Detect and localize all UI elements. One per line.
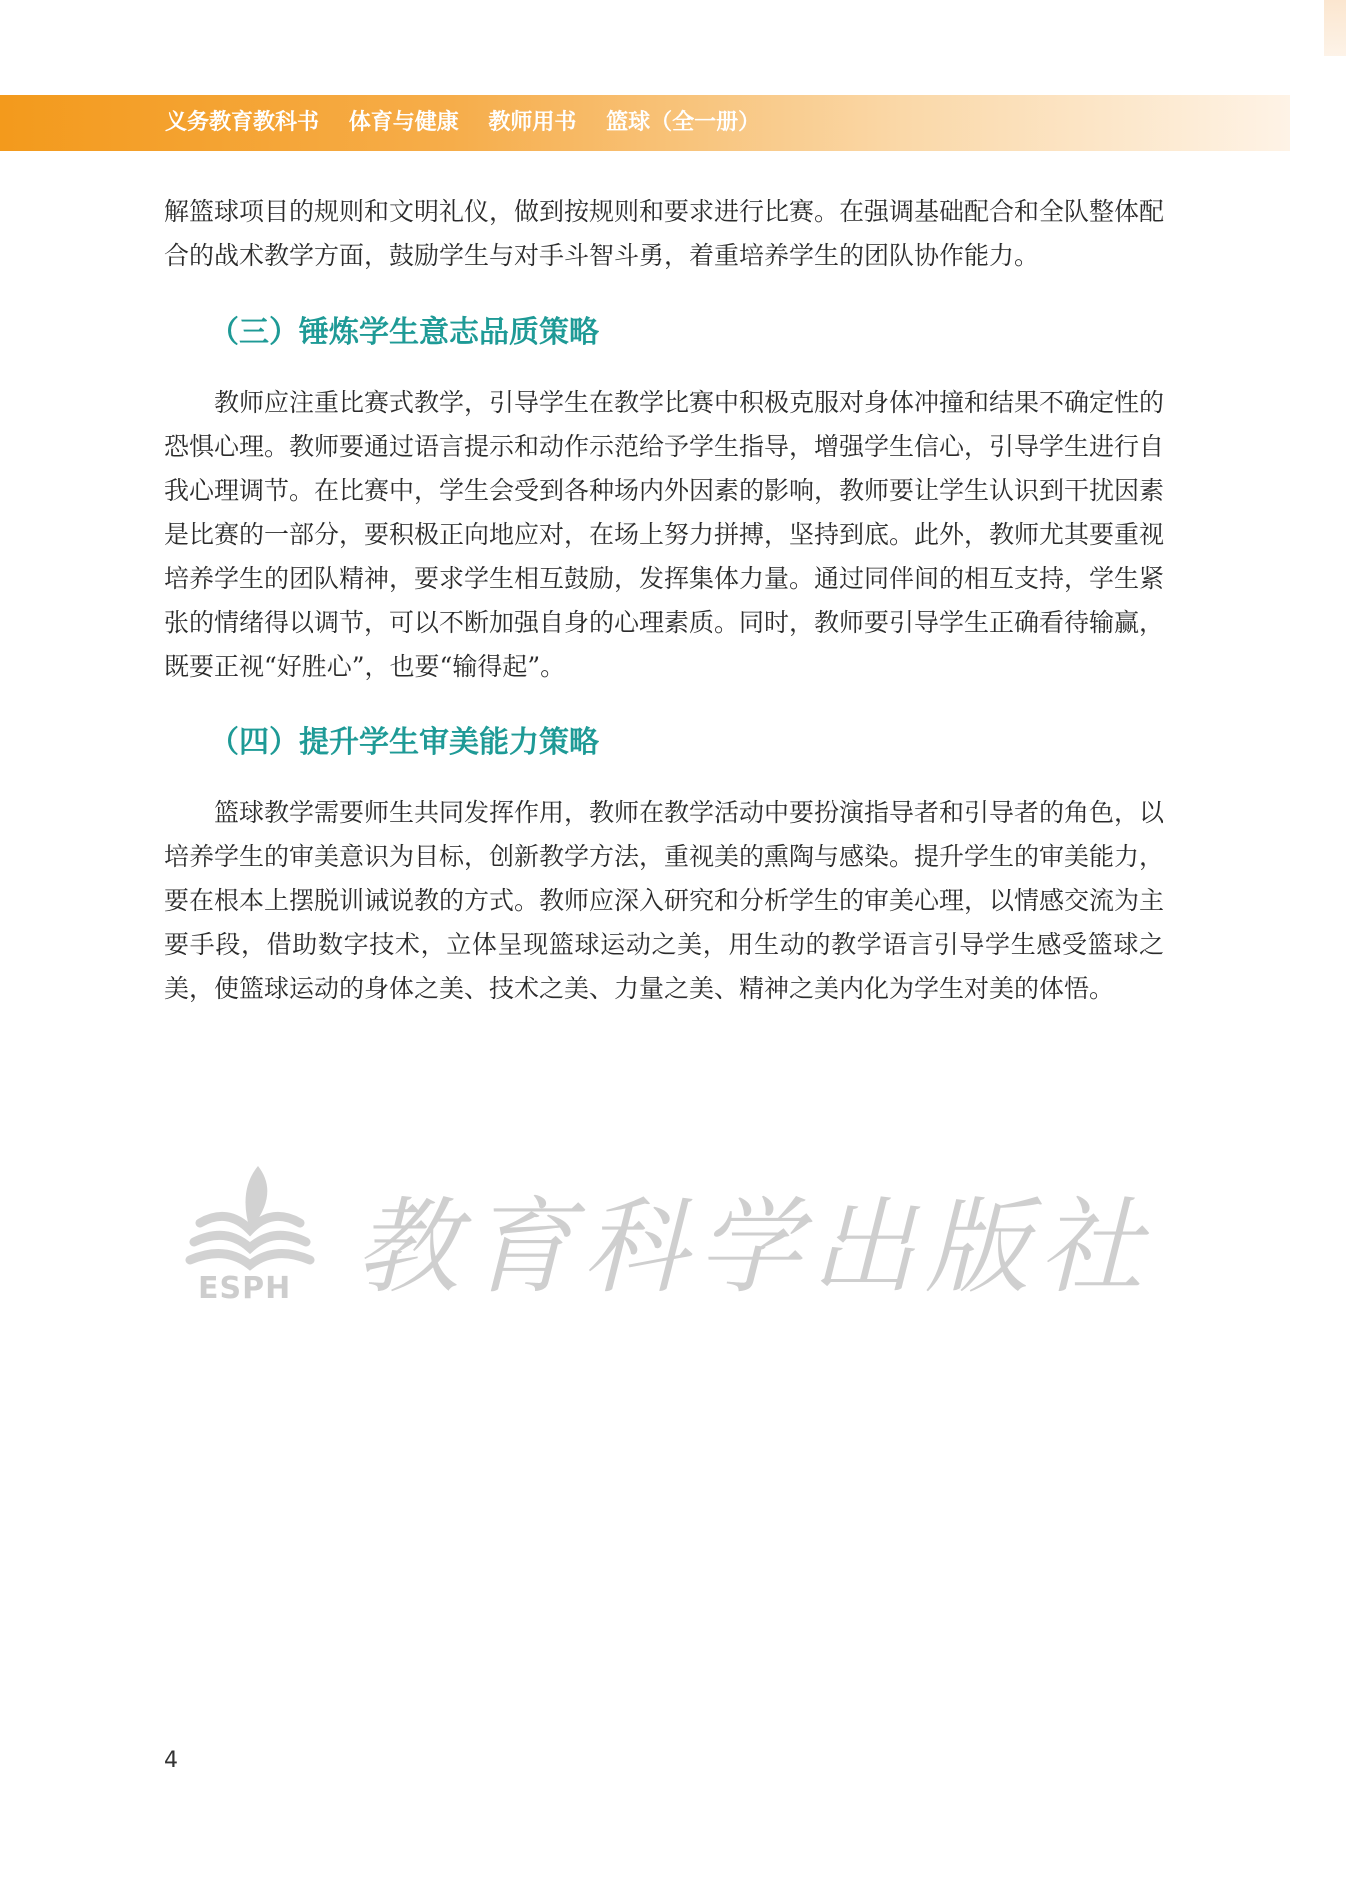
header-item-subject: 体育与健康	[348, 110, 459, 135]
paragraph-section-3: 教师应注重比赛式教学，引导学生在教学比赛中积极克服对身体冲撞和结果不确定性的恐惧心理。教师要通过语言提示和动作示范给予学生指导，增强学生信心，引导学生进行自我心理调节。在比赛中，学生会受到各种场内外因素的影响，教师要让学生认识到干扰因素是比赛的一部分，要积极正向地应对，在场上努力拼搏，坚持到底。此外，教师尤其要重视培养学生的团队精神，要求学生相互鼓励，发挥集体力量。通过同伴间的相互支持，学生紧张的情绪得以调节，可以不断加强自身的心理素质。同时，教师要引导学生正确看待输赢，既要正视“好胜心”，也要“输得起”。	[164, 388, 1165, 681]
header-item-volume: 篮球（全一册）	[606, 110, 761, 135]
main-content	[164, 190, 1164, 1011]
paragraph-section-4: 篮球教学需要师生共同发挥作用，教师在教学活动中要扮演指导者和引导者的角色，以培养学生的审美意识为目标，创新教学方法，重视美的熏陶与感染。提升学生的审美能力，要在根本上摆脱训诫说教的方式。教师应深入研究和分析学生的审美心理，以情感交流为主要手段，借助数字技术，立体呈现篮球运动之美，用生动的教学语言引导学生感受篮球之美，使篮球运动的身体之美、技术之美、力量之美、精神之美内化为学生对美的体悟。	[164, 798, 1165, 1003]
header-item-teacher-book: 教师用书	[488, 110, 577, 135]
header-banner	[0, 95, 1290, 151]
section-heading-4: （四）提升学生审美能力策略	[209, 725, 599, 760]
watermark-publisher-name: 教育科学出版社	[355, 1186, 1154, 1308]
paragraph-intro: 解篮球项目的规则和文明礼仪，做到按规则和要求进行比赛。在强调基础配合和全队整体配合的战术教学方面，鼓励学生与对手斗智斗勇，着重培养学生的团队协作能力。	[164, 197, 1165, 270]
corner-tab	[1324, 0, 1346, 56]
header-item-textbook: 义务教育教科书	[165, 110, 320, 135]
publisher-watermark	[180, 1155, 1180, 1315]
watermark-abbr: ESPH	[198, 1271, 292, 1306]
page-number: 4	[164, 1748, 178, 1773]
section-heading-3: （三）锤炼学生意志品质策略	[209, 315, 599, 350]
header-title	[165, 95, 782, 151]
